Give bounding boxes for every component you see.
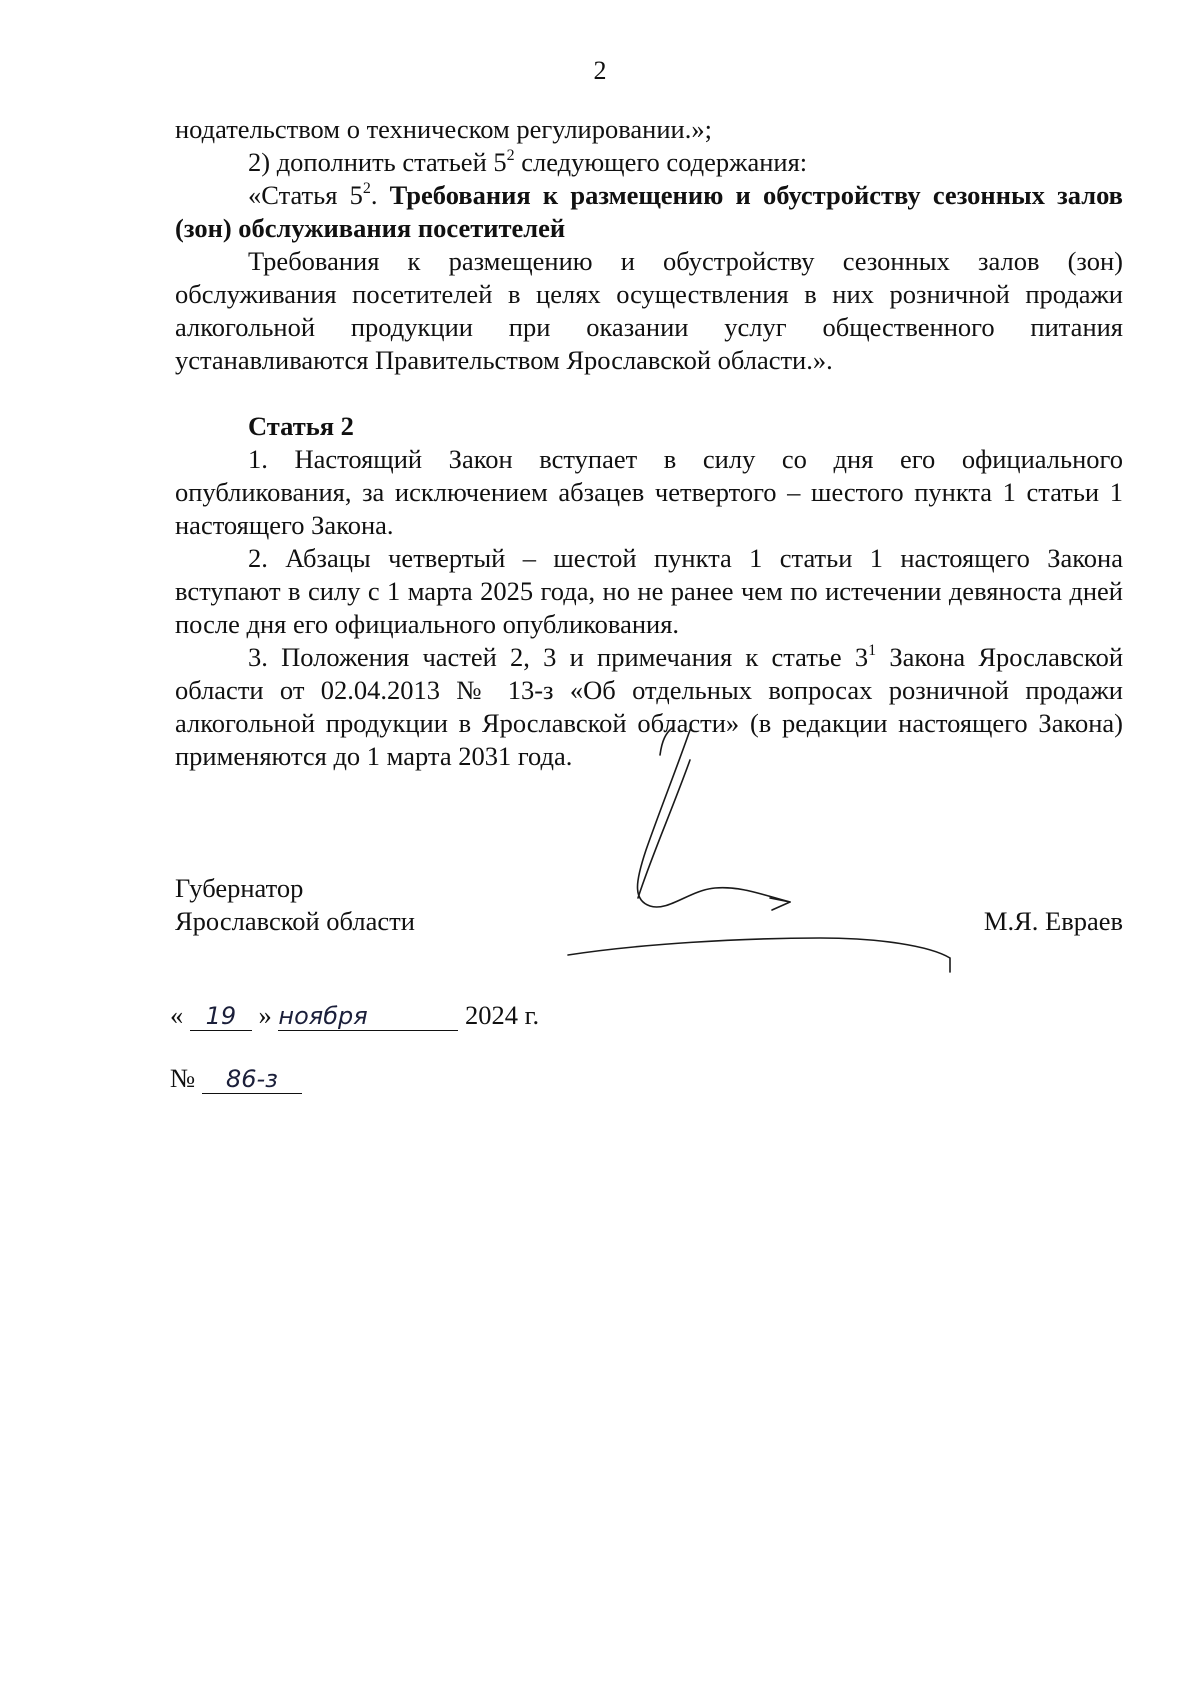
number-value: 86-з	[202, 1065, 302, 1094]
governor-name: М.Я. Евраев	[983, 906, 1123, 936]
item-3-text-start: 3. Положения частей 2, 3 и примечания к статье 3	[248, 642, 869, 672]
signing-date	[170, 1000, 539, 1031]
governor-title	[175, 872, 415, 938]
governor-title-line-1: Губернатор	[175, 873, 304, 903]
paragraph-amendment-2	[175, 146, 1123, 179]
article-2-item-1: 1. Настоящий Закон вступает в силу со дня его официального опубликования, за исключением абзацев четвертого – шестого пункта 1 статьи 1 настоящего Закона.	[175, 444, 1123, 540]
date-month: ноября	[278, 1002, 458, 1031]
article-5-2-heading	[175, 179, 1123, 245]
date-open-quote: «	[170, 1000, 184, 1030]
date-year: 2024 г.	[465, 1000, 540, 1030]
document-body	[175, 113, 1123, 773]
article-2-item-3	[175, 641, 1123, 773]
article-5-2-dot: .	[370, 180, 390, 210]
superscript: 1	[868, 642, 877, 659]
law-number	[170, 1063, 302, 1094]
article-2-item-2: 2. Абзацы четвертый – шестой пункта 1 статьи 1 настоящего Закона вступают в силу с 1 марта 2025 года, но не ранее чем по истечении девяноста дней после дня его официального опубликования.	[175, 543, 1123, 639]
article-5-2-body: Требования к размещению и обустройству сезонных залов (зон) обслуживания посетителей в целях осуществления в них розничной продажи алкогольной продукции при оказании услуг общественного питания устанавливаются Правительством Ярославской области.».	[175, 246, 1123, 375]
governor-title-line-2: Ярославской области	[175, 906, 415, 936]
article-5-2-title: Требования к размещению и обустройству сезонных залов (зон) обслуживания посетителей	[175, 180, 1123, 243]
amendment-text-start: 2) дополнить статьей 5	[248, 147, 507, 177]
amendment-text-end: следующего содержания:	[514, 147, 808, 177]
superscript: 2	[362, 180, 371, 197]
page-number: 2	[593, 56, 607, 85]
article-2-heading	[175, 410, 1123, 443]
article-5-2-label: «Статья 5	[248, 180, 363, 210]
number-prefix: №	[170, 1063, 196, 1093]
article-2-heading-text: Статья 2	[248, 411, 354, 441]
item-3-text-end: Закона Ярославской области от 02.04.2013 № 13-з «Об отдельных вопросах розничной продажи алкогольной продукции в Ярославской области» (в редакции настоящего Закона) применяются до 1 марта 2031 года.	[175, 642, 1123, 771]
superscript: 2	[506, 147, 515, 164]
paragraph-continuation: нодательством о техническом регулировании.»;	[175, 114, 712, 144]
date-day: 19	[190, 1002, 252, 1031]
date-close-quote: »	[258, 1000, 272, 1030]
